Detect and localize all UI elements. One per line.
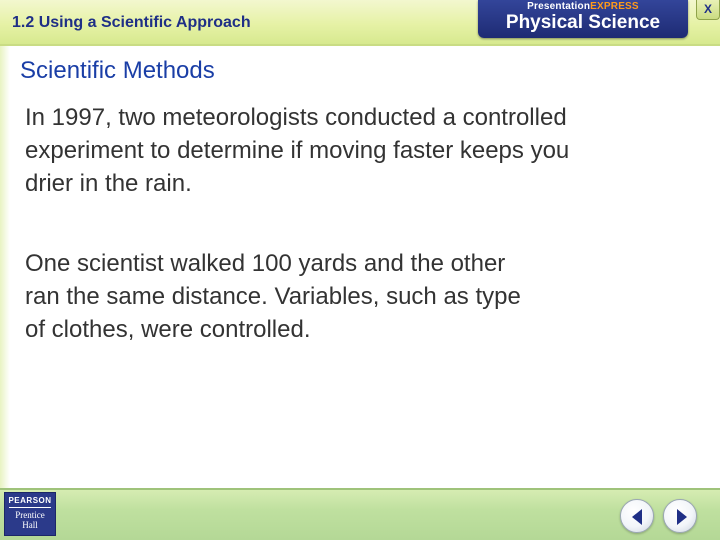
triangle-left-icon — [621, 500, 655, 534]
close-button[interactable]: X — [696, 0, 720, 20]
header-bar — [0, 0, 720, 44]
triangle-right-icon — [664, 500, 698, 534]
section-heading — [12, 14, 251, 32]
section-title: Using a Scientific Approach — [38, 14, 251, 31]
brand-logo — [478, 0, 688, 38]
brand-tagline — [478, 1, 688, 12]
section-number: 1.2 — [12, 14, 35, 31]
brand-name: Physical Science — [505, 12, 661, 33]
slide-paragraph-2: One scientist walked 100 yards and the other ran the same distance. Variables, such as type of clothes, were controlled. — [25, 250, 521, 343]
footer-bar — [0, 490, 720, 540]
left-accent-strip — [0, 46, 10, 490]
brand-tagline-part2: EXPRESS — [590, 1, 639, 12]
logo-name: PEARSON — [8, 496, 52, 505]
next-slide-button[interactable] — [663, 499, 697, 533]
brand-tagline-part1: Presentation — [527, 1, 591, 12]
header-divider — [0, 44, 720, 46]
logo-divider — [9, 507, 51, 508]
logo-subtitle-line2: Hall — [22, 520, 38, 530]
logo-subtitle — [5, 510, 55, 530]
logo-subtitle-line1: Prentice — [15, 510, 45, 520]
slide-title: Scientific Methods — [20, 57, 215, 84]
slide-paragraph-1: In 1997, two meteorologists conducted a controlled experiment to determine if moving faster keeps you drier in the rain. — [25, 104, 570, 197]
pearson-logo — [4, 492, 56, 536]
previous-slide-button[interactable] — [620, 499, 654, 533]
